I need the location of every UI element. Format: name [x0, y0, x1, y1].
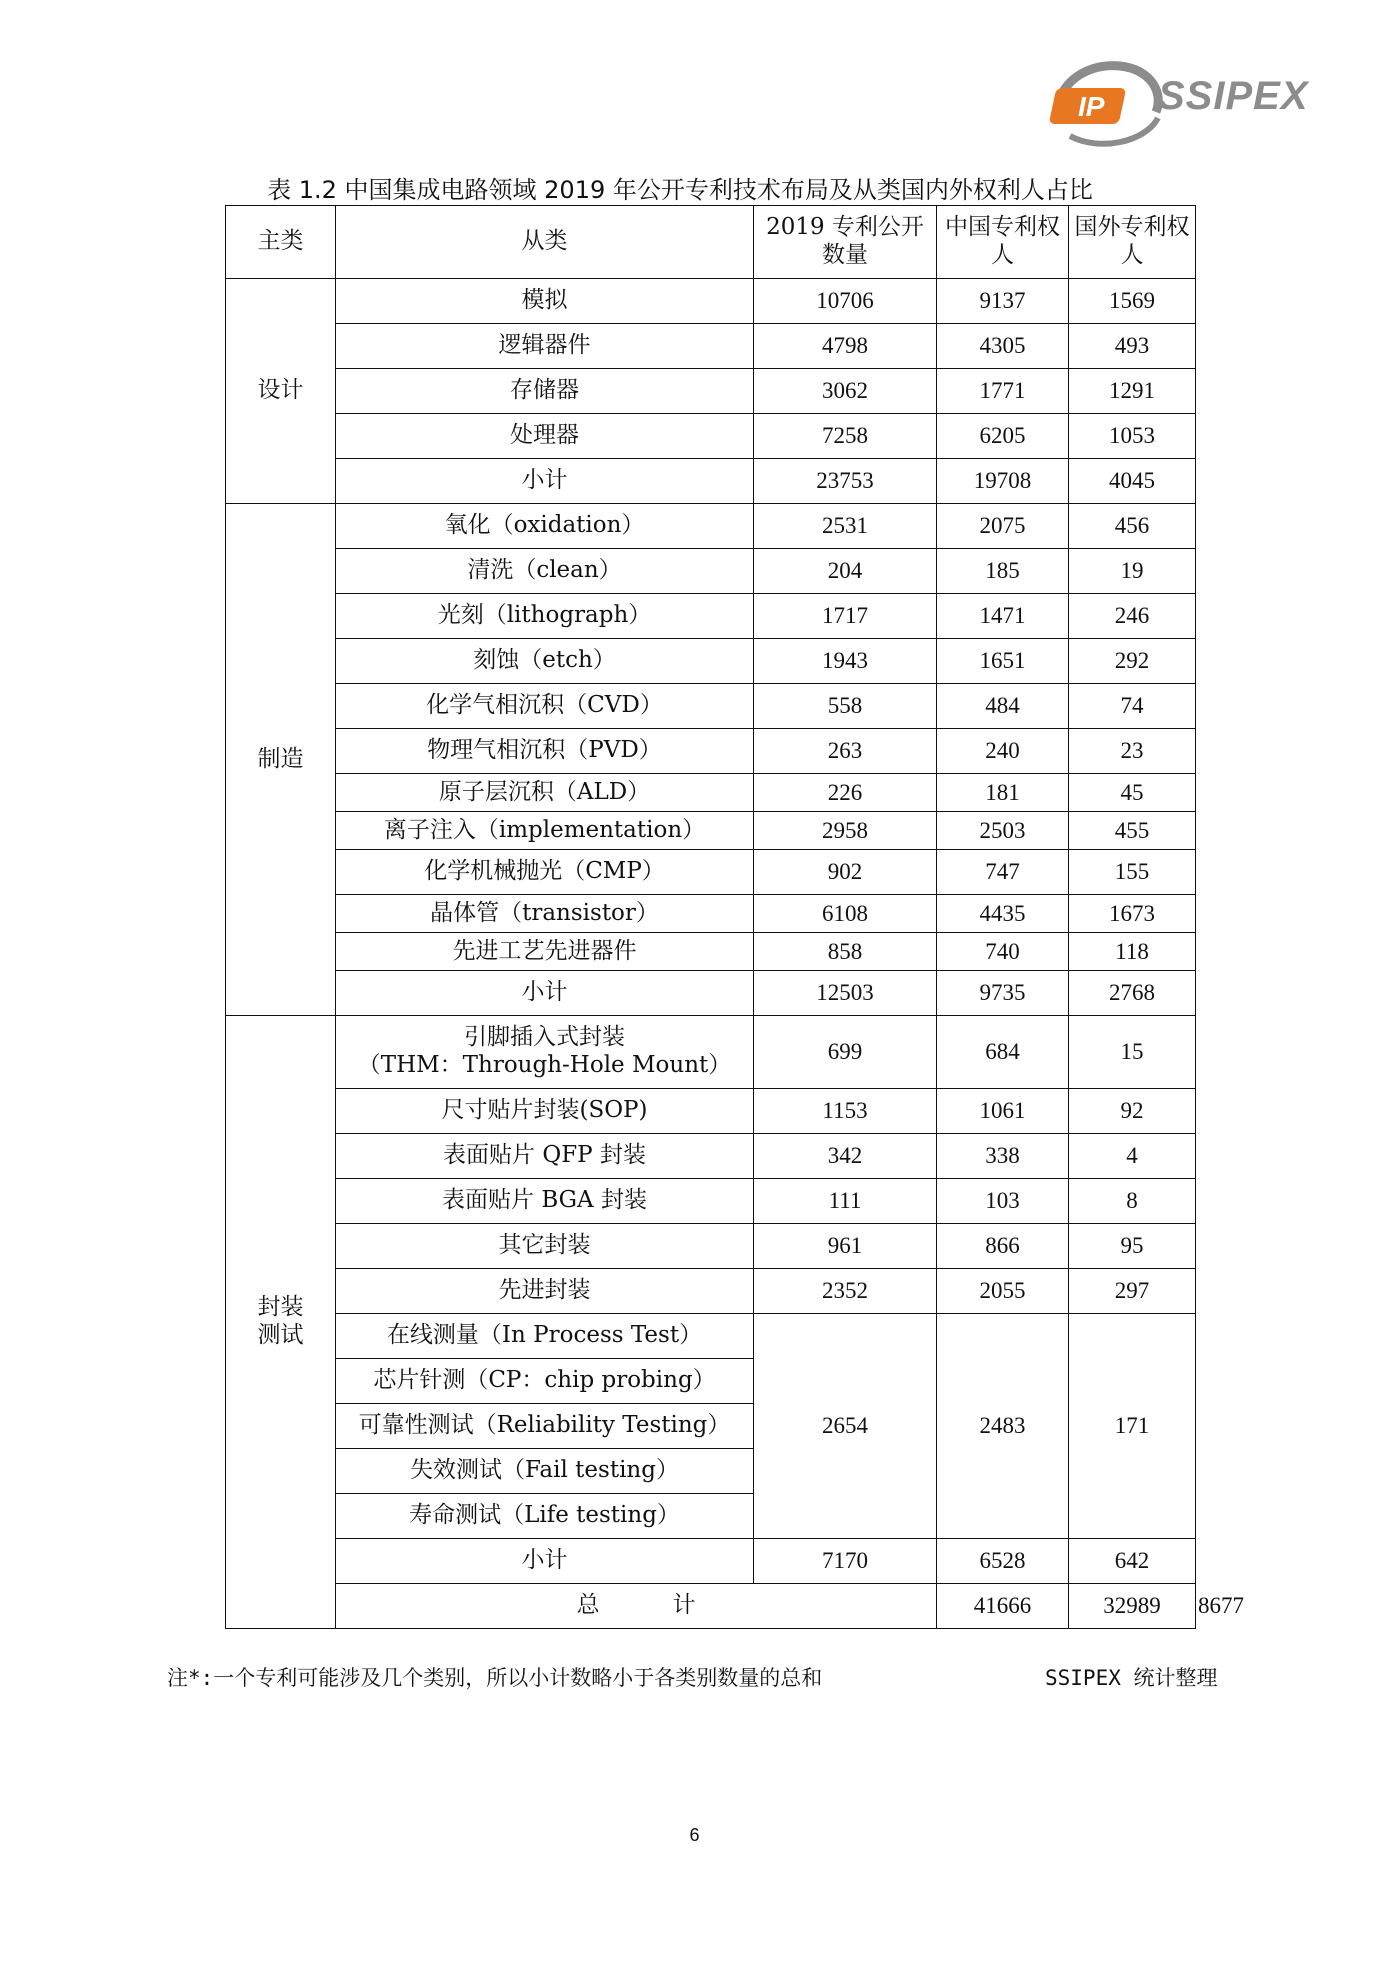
header-cn: 中国专利权人 [937, 206, 1069, 279]
row-count: 902 [754, 850, 937, 895]
testing-item: 在线测量（In Process Test） [336, 1314, 754, 1359]
row-count: 1153 [754, 1089, 937, 1134]
row-cn: 6205 [937, 414, 1069, 459]
row-name: 尺寸贴片封装(SOP) [336, 1089, 754, 1134]
row-count: 12503 [754, 971, 937, 1016]
testing-item: 芯片针测（CP：chip probing） [336, 1359, 754, 1404]
row-foreign: 642 [1069, 1539, 1196, 1584]
row-foreign: 92 [1069, 1089, 1196, 1134]
row-name: 原子层沉积（ALD） [336, 774, 754, 812]
row-cn: 240 [937, 729, 1069, 774]
total-row: 总 计 41666 32989 8677 [226, 1584, 1196, 1629]
row-foreign: 19 [1069, 549, 1196, 594]
testing-item: 可靠性测试（Reliability Testing） [336, 1404, 754, 1449]
table-row [226, 549, 1196, 594]
table-caption: 表 1.2 中国集成电路领域 2019 年公开专利技术布局及从类国内外权利人占比 [267, 176, 1093, 204]
row-name: 氧化（oxidation） [336, 504, 754, 549]
row-cn: 181 [937, 774, 1069, 812]
testing-item: 寿命测试（Life testing） [336, 1494, 754, 1539]
row-cn: 1061 [937, 1089, 1069, 1134]
row-name: 光刻（lithograph） [336, 594, 754, 639]
page-number: 6 [689, 1825, 700, 1845]
row-foreign: 74 [1069, 684, 1196, 729]
row-name: 清洗（clean） [336, 549, 754, 594]
header-main: 主类 [226, 206, 336, 279]
row-name [336, 1016, 754, 1089]
table-row [226, 639, 1196, 684]
row-count: 699 [754, 1016, 937, 1089]
row-count: 4798 [754, 324, 937, 369]
row-count: 342 [754, 1134, 937, 1179]
table-row [226, 1224, 1196, 1269]
table-note: 注*:一个专利可能涉及几个类别，所以小计数略小于各类别数量的总和 [167, 1666, 823, 1690]
testing-count: 2654 [754, 1314, 937, 1539]
total-label: 总 计 [336, 1584, 937, 1629]
table-row [226, 812, 1196, 850]
table-row [226, 895, 1196, 933]
row-name: 表面贴片 BGA 封装 [336, 1179, 754, 1224]
table-row [226, 1179, 1196, 1224]
table-row [226, 1016, 1196, 1089]
row-cn: 9735 [937, 971, 1069, 1016]
row-cn: 1471 [937, 594, 1069, 639]
row-cn: 6528 [937, 1539, 1069, 1584]
row-foreign: 455 [1069, 812, 1196, 850]
header-row [226, 206, 1196, 279]
ssipex-logo [1040, 52, 1310, 152]
row-count: 2352 [754, 1269, 937, 1314]
table-row [226, 1269, 1196, 1314]
row-name: 刻蚀（etch） [336, 639, 754, 684]
row-name: 存储器 [336, 369, 754, 414]
table-row [226, 504, 1196, 549]
row-foreign: 15 [1069, 1016, 1196, 1089]
table-row [226, 369, 1196, 414]
row-cn: 9137 [937, 279, 1069, 324]
header-sub: 从类 [336, 206, 754, 279]
table-row [226, 933, 1196, 971]
row-count: 1943 [754, 639, 937, 684]
row-count: 10706 [754, 279, 937, 324]
row-count: 111 [754, 1179, 937, 1224]
logo-badge: IP [1078, 91, 1105, 122]
row-count: 1717 [754, 594, 937, 639]
total-count: 41666 [937, 1584, 1069, 1629]
row-count: 204 [754, 549, 937, 594]
total-cn: 32989 [1069, 1584, 1196, 1629]
row-count: 226 [754, 774, 937, 812]
row-cn: 866 [937, 1224, 1069, 1269]
row-foreign: 118 [1069, 933, 1196, 971]
row-cn: 684 [937, 1016, 1069, 1089]
row-foreign: 297 [1069, 1269, 1196, 1314]
row-count: 2531 [754, 504, 937, 549]
row-cn: 2503 [937, 812, 1069, 850]
row-count: 7170 [754, 1539, 937, 1584]
row-foreign: 246 [1069, 594, 1196, 639]
row-foreign: 1291 [1069, 369, 1196, 414]
row-name: 表面贴片 QFP 封装 [336, 1134, 754, 1179]
row-cn: 103 [937, 1179, 1069, 1224]
row-cn: 19708 [937, 459, 1069, 504]
table-row [226, 1314, 1196, 1359]
subtotal-row [226, 1539, 1196, 1584]
row-name: 小计 [336, 1539, 754, 1584]
row-cn: 2055 [937, 1269, 1069, 1314]
row-name: 先进封装 [336, 1269, 754, 1314]
row-name: 模拟 [336, 279, 754, 324]
testing-foreign: 171 [1069, 1314, 1196, 1539]
table-row [226, 324, 1196, 369]
row-cn: 1771 [937, 369, 1069, 414]
group-label-line1: 封装 [257, 1294, 304, 1321]
logo-swoosh-icon [1040, 52, 1170, 152]
table-row [226, 850, 1196, 895]
row-foreign: 155 [1069, 850, 1196, 895]
patent-table [225, 205, 1244, 1629]
row-cn: 185 [937, 549, 1069, 594]
row-count: 3062 [754, 369, 937, 414]
row-cn: 4435 [937, 895, 1069, 933]
header-count: 2019 专利公开数量 [754, 206, 937, 279]
testing-item: 失效测试（Fail testing） [336, 1449, 754, 1494]
row-name: 逻辑器件 [336, 324, 754, 369]
table-row [226, 774, 1196, 812]
subtotal-row [226, 459, 1196, 504]
row-foreign: 4045 [1069, 459, 1196, 504]
row-foreign: 1053 [1069, 414, 1196, 459]
row-cn: 2075 [937, 504, 1069, 549]
row-foreign: 1569 [1069, 279, 1196, 324]
table-row [226, 729, 1196, 774]
row-count: 6108 [754, 895, 937, 933]
row-count: 7258 [754, 414, 937, 459]
row-name-line1: 引脚插入式封装 [464, 1024, 625, 1051]
row-cn: 4305 [937, 324, 1069, 369]
subtotal-row [226, 971, 1196, 1016]
row-foreign: 2768 [1069, 971, 1196, 1016]
table-row [226, 594, 1196, 639]
row-name: 其它封装 [336, 1224, 754, 1269]
row-foreign: 95 [1069, 1224, 1196, 1269]
row-name: 离子注入（implementation） [336, 812, 754, 850]
row-cn: 1651 [937, 639, 1069, 684]
row-name: 化学气相沉积（CVD） [336, 684, 754, 729]
row-name: 晶体管（transistor） [336, 895, 754, 933]
row-name: 处理器 [336, 414, 754, 459]
row-name: 小计 [336, 971, 754, 1016]
row-count: 961 [754, 1224, 937, 1269]
row-foreign: 45 [1069, 774, 1196, 812]
table-row [226, 1134, 1196, 1179]
table-row [226, 1089, 1196, 1134]
row-count: 263 [754, 729, 937, 774]
row-count: 23753 [754, 459, 937, 504]
row-name-line2: （THM：Through-Hole Mount） [357, 1052, 732, 1078]
source-credit: SSIPEX 统计整理 [1045, 1666, 1218, 1690]
row-foreign: 456 [1069, 504, 1196, 549]
table-row [226, 684, 1196, 729]
row-count: 2958 [754, 812, 937, 850]
row-foreign: 493 [1069, 324, 1196, 369]
group-manufacture: 制造 [226, 504, 336, 1016]
row-foreign: 23 [1069, 729, 1196, 774]
group-label-line2: 测试 [257, 1322, 304, 1348]
row-count: 858 [754, 933, 937, 971]
table-row [226, 414, 1196, 459]
logo-text: SSIPEX [1158, 74, 1309, 118]
group-design: 设计 [226, 279, 336, 504]
row-cn: 747 [937, 850, 1069, 895]
header-foreign: 国外专利权人 [1069, 206, 1196, 279]
row-name: 物理气相沉积（PVD） [336, 729, 754, 774]
row-foreign: 4 [1069, 1134, 1196, 1179]
row-name: 小计 [336, 459, 754, 504]
row-cn: 484 [937, 684, 1069, 729]
table-row [226, 279, 1196, 324]
row-foreign: 8 [1069, 1179, 1196, 1224]
row-foreign: 292 [1069, 639, 1196, 684]
row-cn: 338 [937, 1134, 1069, 1179]
group-packaging-testing [226, 1016, 336, 1629]
testing-cn: 2483 [937, 1314, 1069, 1539]
row-name: 先进工艺先进器件 [336, 933, 754, 971]
row-name: 化学机械抛光（CMP） [336, 850, 754, 895]
row-cn: 740 [937, 933, 1069, 971]
row-count: 558 [754, 684, 937, 729]
row-foreign: 1673 [1069, 895, 1196, 933]
